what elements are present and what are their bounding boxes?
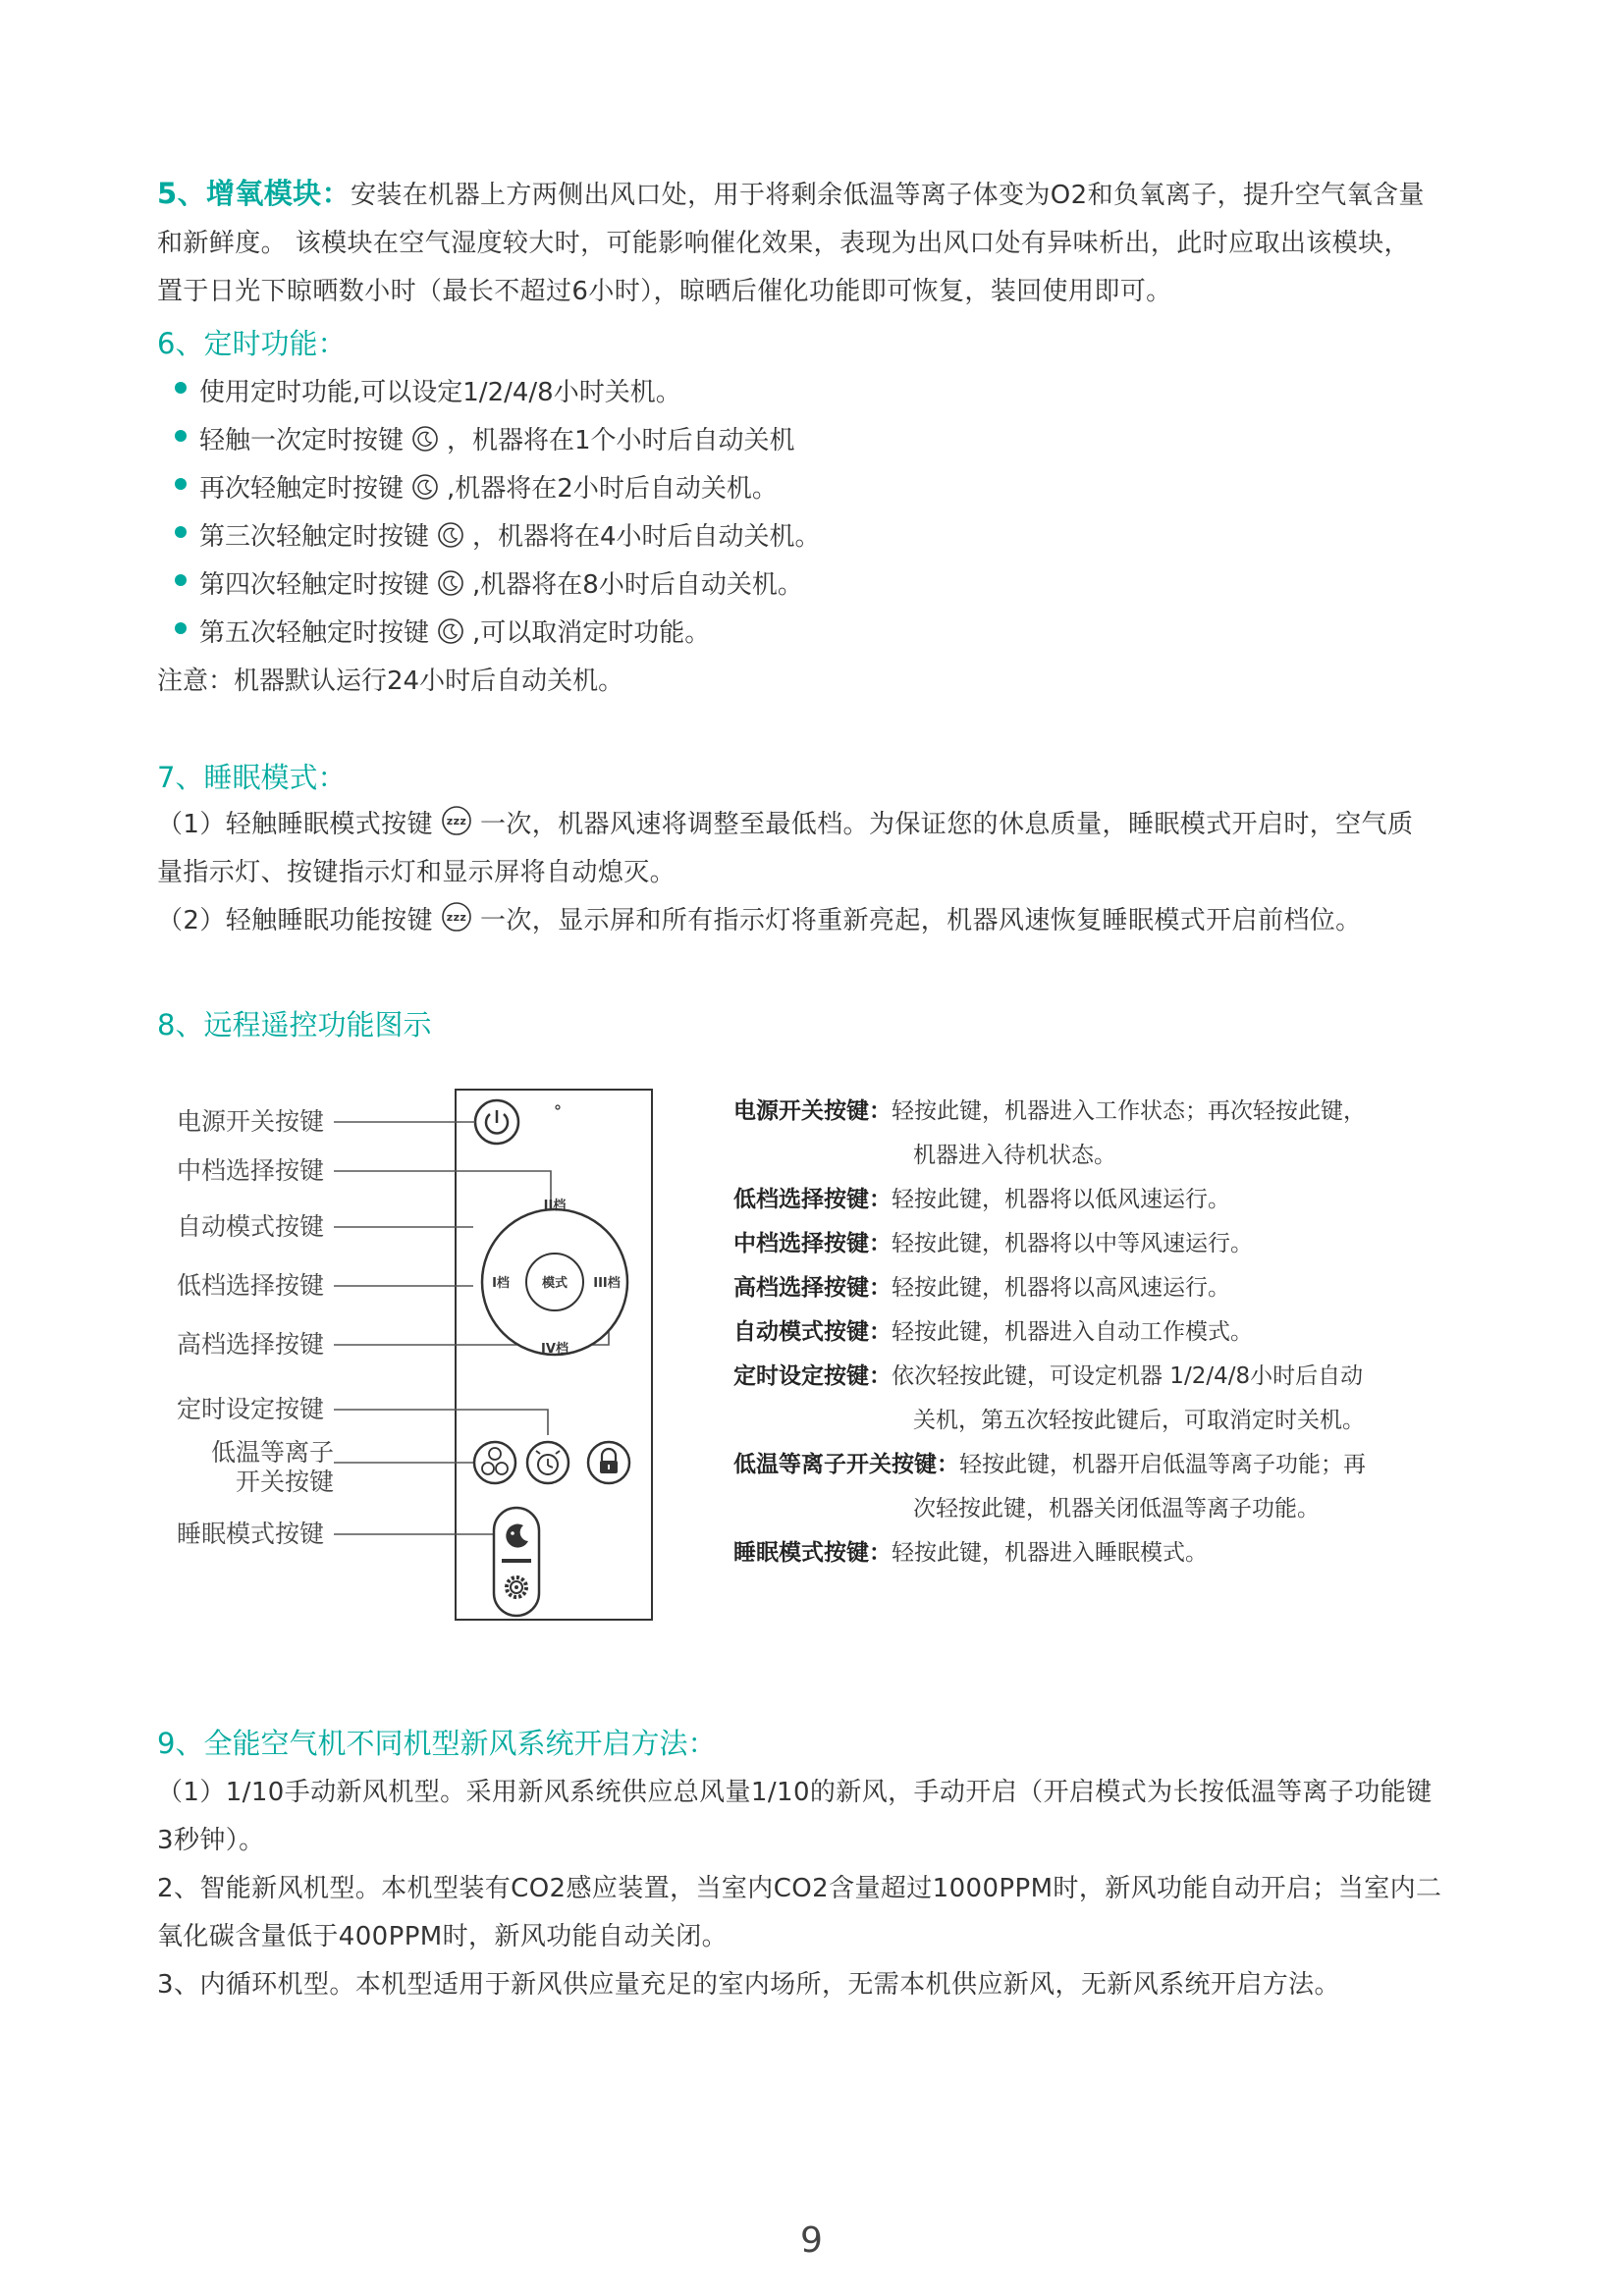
- low-speed-button[interactable]: I档: [492, 1276, 510, 1291]
- section-7: [157, 754, 1478, 945]
- desc-key: 低温等离子开关按键：: [733, 1452, 959, 1477]
- timer-icon: [437, 617, 464, 645]
- list-item: [157, 561, 1478, 610]
- section-9-line: 氧化碳含量低于400PPM时，新风功能自动关闭。: [157, 1922, 729, 1951]
- settings-button[interactable]: [507, 1577, 526, 1597]
- section-7-title: 7、睡眠模式：: [157, 761, 347, 794]
- sleep-zzz-label: zzz: [446, 815, 467, 828]
- bullet-dot: [175, 430, 187, 442]
- bullet-text-after: ,机器将在2小时后自动关机。: [447, 474, 778, 504]
- bullet-text-after: ，机器将在4小时后自动关机。: [472, 522, 821, 552]
- sleep-p1-after: 一次，机器风速将调整至最低档。为保证您的休息质量，睡眠模式开启时，空气质: [479, 810, 1414, 839]
- list-item: [157, 513, 1478, 561]
- desc-cont: 关机，第五次轻按此键后，可取消定时关机。: [913, 1408, 1365, 1433]
- section-9-line: 2、智能新风机型。本机型装有CO2感应装置，当室内CO2含量超过1000PPM时，新风功能自动开启；当室内二: [157, 1874, 1442, 1903]
- timer-icon: [411, 473, 439, 501]
- desc-key: 高档选择按键：: [733, 1275, 892, 1301]
- desc-row: [733, 1310, 1499, 1355]
- label-power: 电源开关按键: [177, 1107, 325, 1136]
- desc-key: 睡眠模式按键：: [733, 1540, 892, 1566]
- desc-row: [733, 1443, 1499, 1487]
- desc-text: 轻按此键，机器进入睡眠模式。: [892, 1540, 1208, 1566]
- desc-text: 轻按此键，机器进入自动工作模式。: [892, 1319, 1253, 1345]
- section-9-title: 9、全能空气机不同机型新风系统开启方法：: [157, 1727, 717, 1760]
- timer-icon: [437, 569, 464, 597]
- desc-key: 电源开关按键：: [733, 1098, 892, 1124]
- bullet-text: 轻触一次定时按键: [199, 426, 405, 455]
- page-number: 9: [800, 2220, 823, 2261]
- timer-icon: [411, 425, 439, 453]
- section-5-line3: 置于日光下晾晒数小时（最长不超过6小时），晾晒后催化功能即可恢复，装回使用即可。: [157, 277, 1172, 306]
- bullet-text: 使用定时功能,可以设定1/2/4/8小时关机。: [199, 378, 681, 407]
- sleep-pill: [494, 1508, 539, 1616]
- desc-key: 低档选择按键：: [733, 1187, 892, 1212]
- power-button[interactable]: [475, 1100, 518, 1144]
- section-9-line: 3、内循环机型。本机型适用于新风供应量充足的室内场所，无需本机供应新风，无新风系统开启方法。: [157, 1970, 1340, 2000]
- sleep-zzz-icon: [441, 805, 472, 836]
- desc-text: 轻按此键，机器开启低温等离子功能；再: [959, 1452, 1366, 1477]
- desc-key: 定时设定按键：: [733, 1363, 892, 1389]
- desc-text: 依次轻按此键，可设定机器 1/2/4/8小时后自动: [892, 1363, 1364, 1389]
- section-6: [157, 320, 1478, 706]
- bullet-text: 第三次轻触定时按键: [199, 522, 430, 552]
- label-high: 高档选择按键: [177, 1330, 325, 1359]
- bullet-dot: [175, 526, 187, 538]
- label-sleep: 睡眠模式按键: [177, 1520, 325, 1548]
- sleep-p2-after: 一次，显示屏和所有指示灯将重新亮起，机器风速恢复睡眠模式开启前档位。: [479, 906, 1362, 935]
- timer-icon: [437, 521, 464, 549]
- sleep-zzz-icon: [441, 901, 472, 933]
- high-speed-button[interactable]: III档: [593, 1276, 621, 1291]
- label-mid: 中档选择按键: [177, 1156, 325, 1185]
- section-5-line1: 安装在机器上方两侧出风口处，用于将剩余低温等离子体变为O2和负氧离子，提升空气氧含量: [350, 181, 1425, 210]
- label-ion-line1: 低温等离子: [210, 1438, 334, 1467]
- list-item: [157, 610, 1478, 658]
- desc-row: [733, 1531, 1499, 1575]
- label-low: 低档选择按键: [177, 1271, 325, 1300]
- section-6-title: 6、定时功能：: [157, 327, 347, 360]
- bullet-text-after: ,机器将在8小时后自动关机。: [472, 570, 803, 600]
- pill-divider: [502, 1559, 531, 1563]
- section-5: [157, 170, 1478, 316]
- sleep-zzz-label: zzz: [446, 911, 467, 924]
- desc-text: 轻按此键，机器将以中等风速运行。: [892, 1231, 1253, 1256]
- section-9-line: （1）1/10手动新风机型。采用新风系统供应总风量1/10的新风，手动开启（开启模式为长按低温等离子功能键: [157, 1778, 1433, 1807]
- bullet-text-after: ,可以取消定时功能。: [472, 618, 711, 648]
- bullet-text-after: ，机器将在1个小时后自动关机: [447, 426, 795, 455]
- desc-text: 轻按此键，机器进入工作状态；再次轻按此键，: [892, 1098, 1366, 1124]
- mid-speed-button[interactable]: II档: [543, 1199, 567, 1213]
- section-8: [157, 1001, 1478, 1048]
- timer-note: 注意：机器默认运行24小时后自动关机。: [157, 667, 624, 696]
- auto-mode-button[interactable]: 模式: [541, 1276, 568, 1291]
- child-lock-button[interactable]: [588, 1442, 629, 1483]
- sleep-p1-line2: 量指示灯、按键指示灯和显示屏将自动熄灭。: [157, 858, 676, 887]
- desc-text: 轻按此键，机器将以低风速运行。: [892, 1187, 1230, 1212]
- desc-key: 中档选择按键：: [733, 1231, 892, 1256]
- bullet-text: 第五次轻触定时按键: [199, 618, 430, 648]
- desc-cont: 次轻按此键，机器关闭低温等离子功能。: [913, 1496, 1320, 1522]
- section-5-title: 5、增氧模块：: [157, 177, 351, 210]
- section-9-line: 3秒钟）。: [157, 1826, 265, 1855]
- bullet-text: 第四次轻触定时按键: [199, 570, 430, 600]
- bullet-text: 再次轻触定时按键: [199, 474, 405, 504]
- desc-text: 轻按此键，机器将以高风速运行。: [892, 1275, 1230, 1301]
- section-8-title: 8、远程遥控功能图示: [157, 1008, 432, 1041]
- desc-row: [733, 1266, 1499, 1310]
- desc-key: 自动模式按键：: [733, 1319, 892, 1345]
- plasma-ion-button[interactable]: [474, 1442, 515, 1483]
- remote-descriptions: [733, 1090, 1499, 1575]
- desc-cont: 机器进入待机状态。: [913, 1143, 1116, 1168]
- fourth-speed-button[interactable]: IV档: [541, 1342, 568, 1357]
- sleep-p2-before: （2）轻触睡眠功能按键: [157, 906, 433, 935]
- bullet-dot: [175, 574, 187, 586]
- list-item: [157, 465, 1478, 513]
- timer-button[interactable]: [527, 1442, 568, 1483]
- label-ion-line2: 开关按键: [235, 1468, 334, 1496]
- sleep-p1-before: （1）轻触睡眠模式按键: [157, 810, 433, 839]
- bullet-dot: [175, 382, 187, 394]
- desc-row: [733, 1090, 1499, 1134]
- label-timer: 定时设定按键: [177, 1395, 325, 1423]
- label-auto: 自动模式按键: [177, 1212, 325, 1241]
- bullet-dot: [175, 478, 187, 490]
- section-5-line2: 和新鲜度。 该模块在空气湿度较大时，可能影响催化效果，表现为出风口处有异味析出，此时应取出该模块，: [157, 229, 1410, 258]
- desc-row: [733, 1222, 1499, 1266]
- desc-row: [733, 1355, 1499, 1399]
- timer-bullet-list: [157, 369, 1478, 658]
- list-item: [157, 417, 1478, 465]
- remote-diagram: [147, 1070, 668, 1634]
- bullet-dot: [175, 622, 187, 634]
- list-item: [157, 369, 1478, 417]
- desc-row: [733, 1178, 1499, 1222]
- section-9: [157, 1720, 1478, 2009]
